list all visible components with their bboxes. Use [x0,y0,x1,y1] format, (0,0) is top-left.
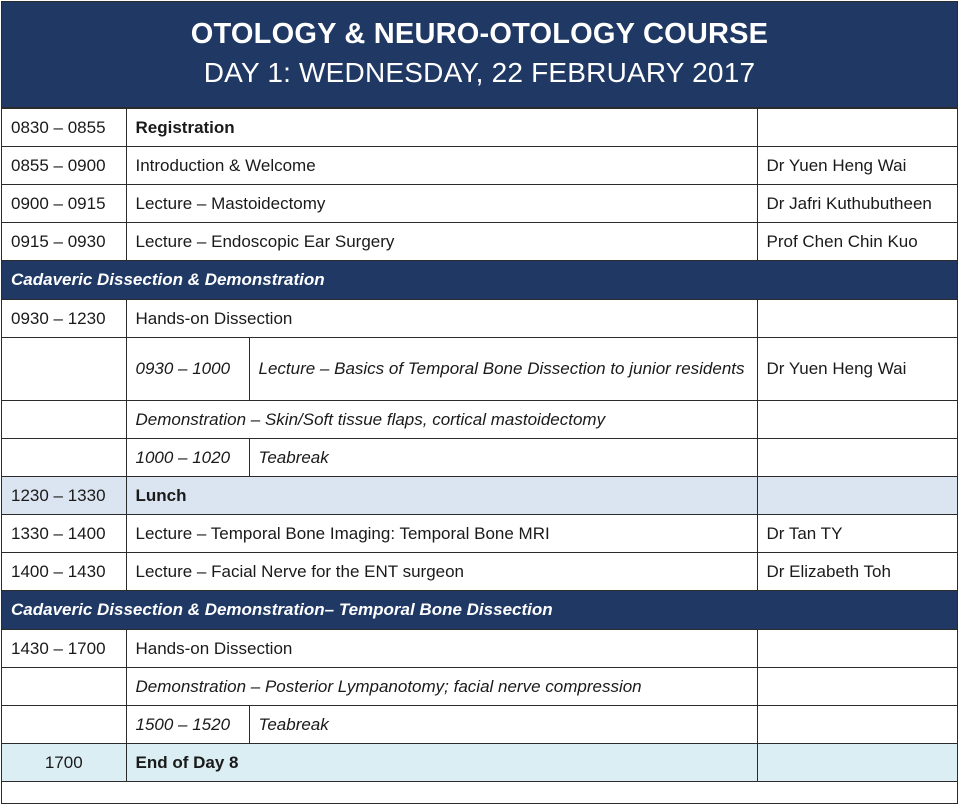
time-cell [2,439,126,477]
schedule-page [1,1,958,804]
day-subtitle: DAY 1: WEDNESDAY, 22 FEBRUARY 2017 [203,57,756,88]
time-cell: 0900 – 0915 [2,185,126,223]
time-cell [2,401,126,439]
time-cell: 0830 – 0855 [2,109,126,147]
speaker-cell [757,668,957,706]
session-cell: Lecture – Endoscopic Ear Surgery [126,223,757,261]
time-cell: 1230 – 1330 [2,477,126,515]
sub-time-cell: 1000 – 1020 [126,439,249,477]
speaker-cell: Dr Yuen Heng Wai [757,147,957,185]
time-cell: 1430 – 1700 [2,630,126,668]
session-cell: End of Day 8 [126,744,757,782]
table-row [2,668,957,706]
table-row [2,553,957,591]
table-row [2,300,957,338]
speaker-cell [757,439,957,477]
session-cell: Lecture – Mastoidectomy [126,185,757,223]
session-cell: Lecture – Facial Nerve for the ENT surgeon [126,553,757,591]
speaker-cell: Dr Yuen Heng Wai [757,338,957,401]
time-cell: 0855 – 0900 [2,147,126,185]
table-row [2,401,957,439]
speaker-cell [757,706,957,744]
time-cell [2,706,126,744]
table-row [2,744,957,782]
session-cell: Demonstration – Skin/Soft tissue flaps, cortical mastoidectomy [126,401,757,439]
table-row [2,338,957,401]
table-row [2,477,957,515]
section-header-label: Cadaveric Dissection & Demonstration [2,261,957,300]
speaker-cell: Dr Jafri Kuthubutheen [757,185,957,223]
session-cell: Lecture – Temporal Bone Imaging: Temporal Bone MRI [126,515,757,553]
sub-time-cell: 0930 – 1000 [126,338,249,401]
session-cell: Demonstration – Posterior Lympanotomy; facial nerve compression [126,668,757,706]
table-row [2,185,957,223]
session-cell: Lecture – Basics of Temporal Bone Dissection to junior residents [249,338,757,401]
section-header-row [2,591,957,630]
schedule-table [2,108,957,782]
speaker-cell [757,401,957,439]
table-row [2,515,957,553]
table-row [2,706,957,744]
section-header-label: Cadaveric Dissection & Demonstration– Temporal Bone Dissection [2,591,957,630]
time-cell: 0930 – 1230 [2,300,126,338]
session-cell: Introduction & Welcome [126,147,757,185]
section-header-row [2,261,957,300]
session-cell: Hands-on Dissection [126,630,757,668]
course-title: OTOLOGY & NEURO-OTOLOGY COURSE [190,18,769,50]
session-cell: Teabreak [249,439,757,477]
speaker-cell [757,300,957,338]
table-row [2,223,957,261]
session-cell: Teabreak [249,706,757,744]
session-cell: Lunch [126,477,757,515]
table-row [2,109,957,147]
table-row [2,630,957,668]
time-cell: 1700 [2,744,126,782]
time-cell [2,668,126,706]
speaker-cell: Dr Elizabeth Toh [757,553,957,591]
speaker-cell: Dr Tan TY [757,515,957,553]
speaker-cell [757,477,957,515]
speaker-cell [757,109,957,147]
session-cell: Hands-on Dissection [126,300,757,338]
time-cell: 1330 – 1400 [2,515,126,553]
speaker-cell: Prof Chen Chin Kuo [757,223,957,261]
table-row [2,439,957,477]
time-cell: 1400 – 1430 [2,553,126,591]
sub-time-cell: 1500 – 1520 [126,706,249,744]
session-cell: Registration [126,109,757,147]
time-cell: 0915 – 0930 [2,223,126,261]
speaker-cell [757,630,957,668]
schedule-header [2,2,957,108]
table-row [2,147,957,185]
speaker-cell [757,744,957,782]
time-cell [2,338,126,401]
